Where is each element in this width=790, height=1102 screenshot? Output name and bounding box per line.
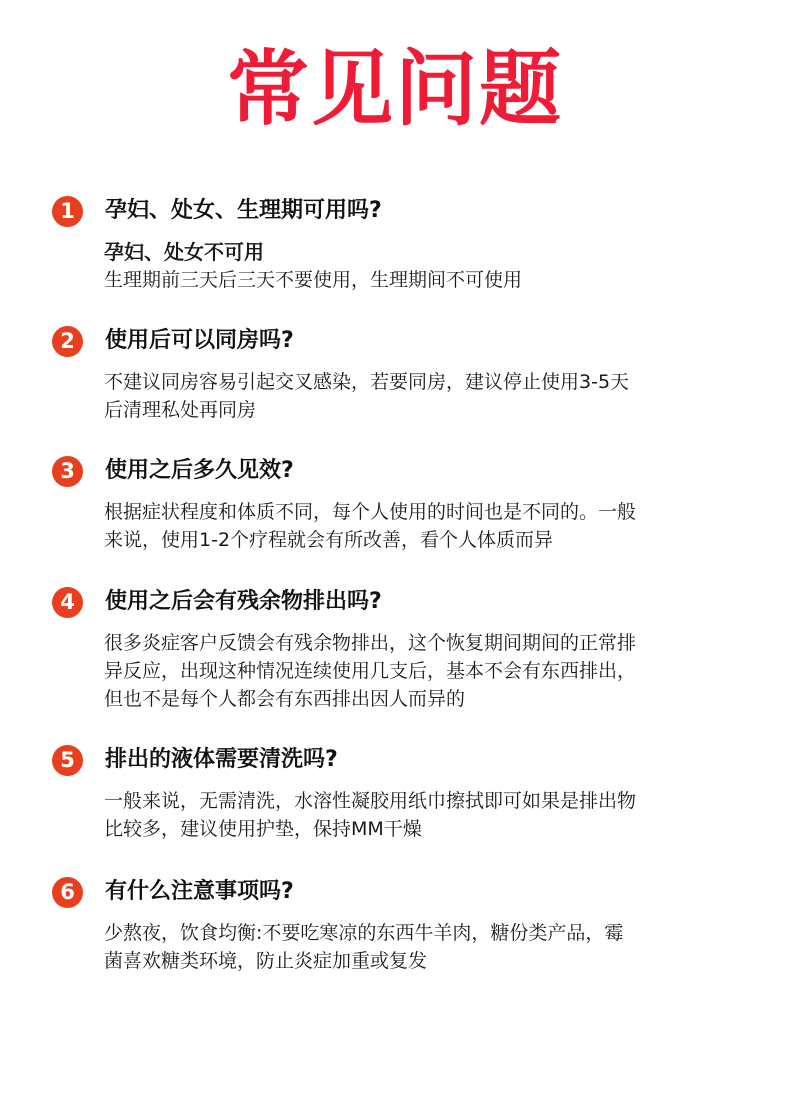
faq-item-1 — [52, 194, 752, 294]
faq-answer — [104, 368, 752, 424]
number-badge-icon: 5 — [52, 745, 83, 776]
faq-answer-line: 少熬夜，饮食均衡:不要吃寒凉的东西牛羊肉，糖份类产品，霉 — [104, 922, 624, 944]
faq-question-row — [52, 585, 752, 619]
faq-answer-line: 很多炎症客户反馈会有残余物排出，这个恢复期间期间的正常排 — [104, 632, 637, 654]
faq-answer-line: 根据症状程度和体质不同，每个人使用的时间也是不同的。一般 — [104, 501, 637, 523]
faq-question: 排出的液体需要清洗吗? — [105, 747, 338, 772]
number-badge-icon: 2 — [52, 326, 83, 357]
faq-answer-line: 但也不是每个人都会有东西排出因人而异的 — [104, 688, 466, 710]
faq-answer — [104, 498, 752, 554]
faq-item-4 — [52, 585, 752, 713]
number-badge-icon: 3 — [52, 456, 83, 487]
number-badge-icon: 6 — [52, 877, 83, 908]
faq-answer-line: 一般来说，无需清洗，水溶性凝胶用纸巾擦拭即可如果是排出物 — [104, 790, 637, 812]
faq-answer — [104, 787, 752, 843]
faq-answer-line: 异反应，出现这种情况连续使用几支后，基本不会有东西排出， — [104, 660, 637, 682]
faq-question-row — [52, 743, 752, 777]
faq-answer-line: 孕妇、处女不可用 — [104, 240, 264, 264]
faq-answer-line: 后清理私处再同房 — [104, 399, 257, 421]
faq-item-6 — [52, 875, 752, 975]
faq-question: 使用后可以同房吗? — [105, 328, 294, 353]
faq-question-row — [52, 454, 752, 488]
faq-item-5 — [52, 743, 752, 843]
faq-question: 使用之后多久见效? — [105, 458, 294, 483]
faq-answer-line: 不建议同房容易引起交叉感染，若要同房，建议停止使用3-5天 — [104, 371, 630, 393]
number-badge-icon: 4 — [52, 587, 83, 618]
faq-answer — [104, 629, 752, 713]
faq-question-row — [52, 194, 752, 228]
faq-answer — [104, 238, 752, 294]
faq-answer-line: 来说，使用1-2个疗程就会有所改善，看个人体质而异 — [104, 529, 554, 551]
faq-question-row — [52, 324, 752, 358]
faq-question: 使用之后会有残余物排出吗? — [105, 589, 382, 614]
faq-item-2 — [52, 324, 752, 424]
faq-answer-line: 菌喜欢糖类环境，防止炎症加重或复发 — [104, 950, 428, 972]
faq-question: 孕妇、处女、生理期可用吗? — [105, 198, 382, 223]
page-title: 常见问题 — [226, 42, 563, 137]
faq-question-row — [52, 875, 752, 909]
faq-answer-line: 生理期前三天后三天不要使用，生理期间不可使用 — [104, 269, 523, 291]
faq-answer-line: 比较多，建议使用护垫，保持MM干燥 — [104, 818, 422, 840]
faq-item-3 — [52, 454, 752, 554]
faq-question: 有什么注意事项吗? — [105, 879, 294, 904]
number-badge-icon: 1 — [52, 196, 83, 227]
faq-answer — [104, 919, 752, 975]
